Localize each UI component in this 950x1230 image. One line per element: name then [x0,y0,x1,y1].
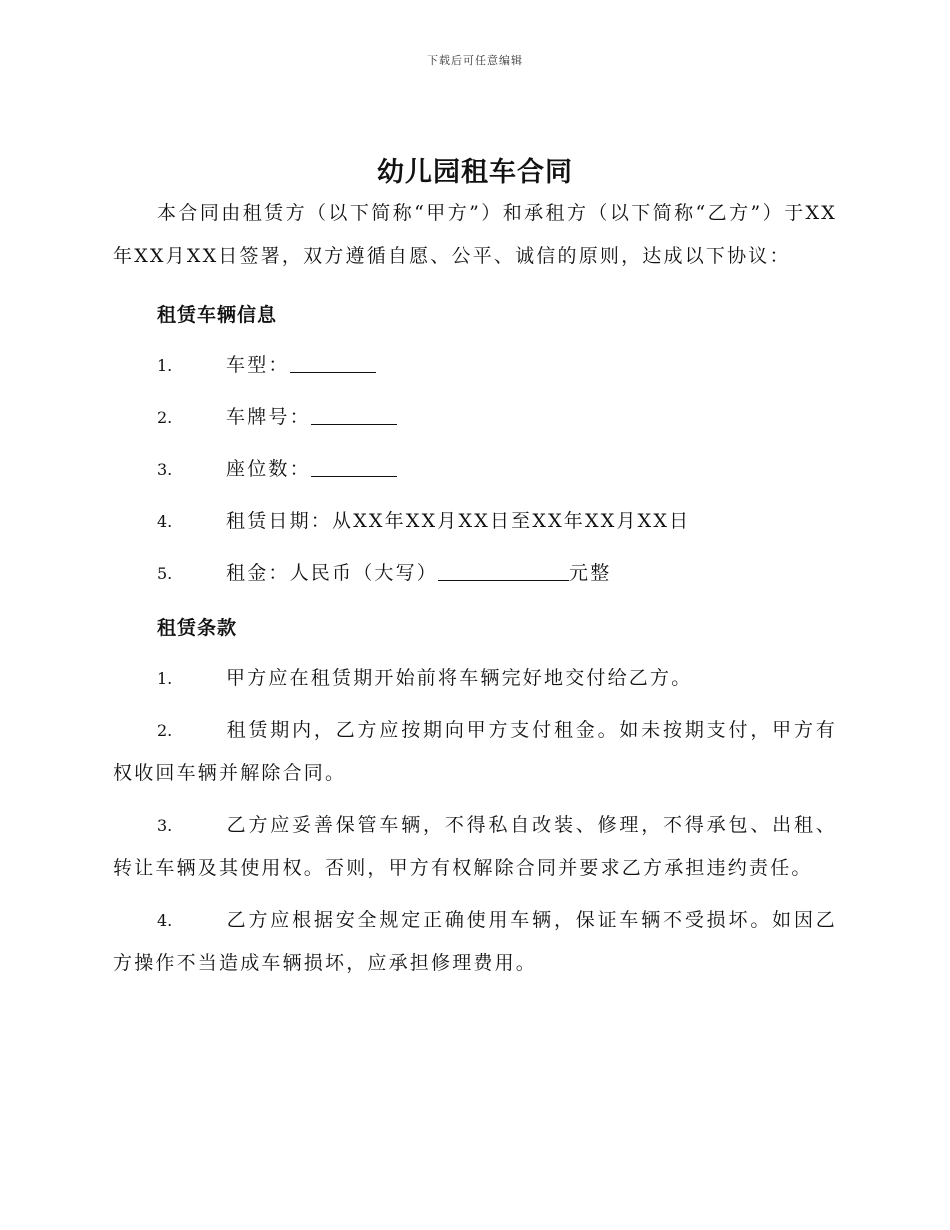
document-body [113,192,837,985]
vehicle-info-item [113,500,837,543]
item-label: 车牌号： [226,406,311,428]
item-text: 租赁期内，乙方应按期向甲方支付租金。如未按期支付，甲方有权收回车辆并解除合同。 [113,719,837,784]
fill-blank [311,404,397,425]
item-number: 5. [157,564,173,583]
page-header: 下载后可任意编辑 [427,54,523,67]
section-heading-vehicle-info: 租赁车辆信息 [157,304,278,326]
item-label: 车型： [226,354,290,376]
vehicle-info-item [113,396,837,439]
fill-blank [438,560,569,581]
item-label: 租金：人民币（大写） [226,562,439,584]
item-number: 2. [157,721,173,740]
vehicle-info-item [113,552,837,595]
fill-blank [290,352,376,373]
lease-term-item [113,804,837,890]
lease-term-item [113,709,837,795]
item-number: 1. [157,669,173,688]
vehicle-info-item [113,344,837,387]
document-title: 幼儿园租车合同 [377,157,573,188]
item-number: 1. [157,356,173,375]
item-number: 2. [157,408,173,427]
item-number: 3. [157,460,173,479]
intro-paragraph: 本合同由租赁方（以下简称“甲方”）和承租方（以下简称“乙方”）于XX年XX月XX日签署，双方遵循自愿、公平、诚信的原则，达成以下协议： [113,202,837,267]
item-label: 租赁日期：从XX年XX月XX日至XX年XX月XX日 [226,510,691,532]
item-text: 乙方应妥善保管车辆，不得私自改装、修理，不得承包、出租、转让车辆及其使用权。否则，甲方有权解除合同并要求乙方承担违约责任。 [113,814,837,879]
vehicle-info-item [113,448,837,491]
item-text: 乙方应根据安全规定正确使用车辆，保证车辆不受损坏。如因乙方操作不当造成车辆损坏，应承担修理费用。 [113,909,837,974]
lease-term-item [113,657,837,700]
item-label: 座位数： [226,458,311,480]
item-number: 4. [157,911,173,930]
item-text: 甲方应在租赁期开始前将车辆完好地交付给乙方。 [226,667,693,689]
item-number: 4. [157,512,173,531]
fill-blank [311,456,397,477]
item-suffix: 元整 [569,562,612,584]
item-number: 3. [157,816,173,835]
section-heading-lease-terms: 租赁条款 [157,617,238,639]
lease-term-item [113,899,837,985]
